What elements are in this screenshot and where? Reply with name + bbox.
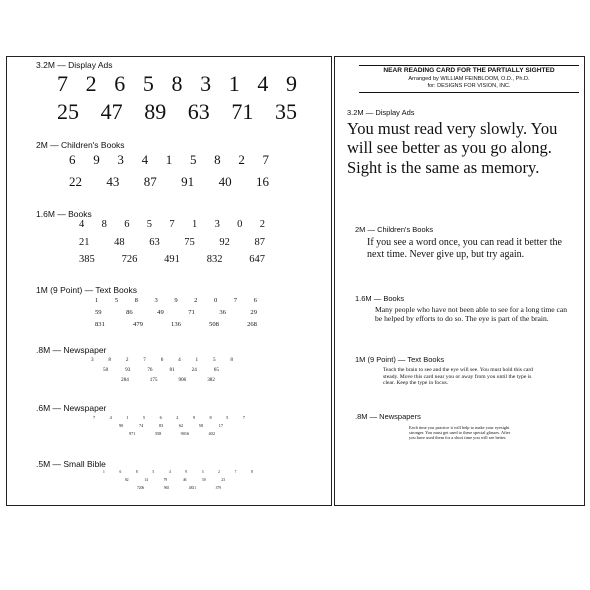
number: 9 [93, 152, 100, 167]
number: 47 [100, 99, 123, 124]
number: 81 [169, 367, 175, 373]
number: 385 [79, 254, 95, 265]
reading-passage: Many people who have not been able to see for a long time can be helped by efforts to do so. The eye is part of the brain. [375, 305, 568, 323]
number: 479 [133, 321, 143, 328]
number: 726 [121, 254, 138, 265]
section-label: 1M (9 Point) — Text Books [355, 355, 445, 364]
number: 508 [209, 321, 219, 328]
number: 7206 [137, 486, 145, 490]
number: 6 [69, 152, 76, 167]
number: 5 [142, 71, 154, 96]
number: 59 [95, 309, 102, 316]
number: 8 [171, 71, 183, 96]
number: 402 [208, 431, 215, 436]
number: 5 [189, 152, 197, 167]
number: 2 [176, 415, 179, 420]
number: 4 [141, 152, 149, 167]
section-label: .5M — Small Bible [36, 459, 106, 469]
number: 71 [188, 309, 195, 316]
number: 9 [174, 297, 178, 304]
number: 50 [202, 478, 206, 482]
section-label: 1.6M — Books [355, 294, 405, 303]
number: 9 [185, 470, 188, 474]
number-row [57, 99, 297, 125]
number: 9 [192, 415, 195, 420]
number: 136 [171, 321, 181, 328]
number: 4 [79, 219, 85, 230]
number: 832 [206, 254, 223, 265]
number: 25 [57, 99, 79, 124]
number: 63 [187, 99, 210, 124]
number: 1 [228, 71, 240, 96]
number: 74 [138, 423, 144, 428]
number: 1 [191, 219, 198, 230]
number: 8 [209, 415, 212, 420]
number: 7 [234, 470, 237, 474]
number: 5 [142, 415, 146, 420]
number: 58 [198, 423, 204, 428]
section-label: 3.2M — Display Ads [347, 108, 415, 117]
number: 2 [194, 297, 198, 304]
number: 2 [259, 219, 265, 230]
number: 906 [178, 377, 187, 383]
number: 3 [214, 219, 220, 230]
number: 5 [146, 219, 153, 230]
reading-passage: Each time you practice it will help to make your eyesight stronger. You must get used to these special glasses. After you have used them for a short time you will see better. [409, 425, 511, 441]
number: 7 [233, 297, 238, 304]
number: 87 [254, 237, 265, 248]
number: 4 [257, 71, 269, 96]
number: 7 [143, 357, 146, 363]
number: 3 [91, 357, 94, 363]
number: 5 [226, 415, 229, 420]
number: 22 [69, 174, 82, 189]
number: 3 [201, 470, 204, 474]
number: 46 [182, 478, 187, 482]
number: 6 [159, 415, 162, 420]
number-row [103, 367, 219, 373]
section-label: 1M (9 Point) — Text Books [36, 285, 137, 295]
number: 14 [144, 478, 148, 482]
section-label: .8M — Newspaper [36, 345, 107, 355]
number: 6 [114, 71, 126, 96]
number: 9016 [180, 431, 190, 436]
reading-passage: You must read very slowly. You will see better as you go along. Sight is the same as memory. [347, 119, 558, 177]
number: 23 [221, 478, 225, 482]
card-publisher: for: DESIGNS FOR VISION, INC. [427, 83, 511, 89]
number: 4 [178, 357, 181, 363]
number: 284 [121, 377, 129, 383]
number: 1 [165, 152, 173, 167]
number: 50 [103, 367, 109, 373]
number: 8 [135, 470, 138, 474]
number: 5 [212, 357, 216, 363]
number: 2 [238, 152, 245, 167]
number: 9 [286, 71, 297, 96]
number: 358 [154, 431, 162, 436]
number: 49 [157, 309, 164, 316]
section-label: 2M — Children's Books [355, 225, 434, 234]
number: 71 [231, 99, 254, 124]
number-row [95, 297, 257, 304]
number: 93 [125, 367, 131, 373]
number: 6 [119, 470, 122, 474]
number: 40 [218, 174, 232, 189]
section-label: 2M — Children's Books [36, 140, 125, 150]
number-row [103, 470, 253, 474]
number: 62 [178, 423, 184, 428]
section-label: 1.6M — Books [36, 209, 92, 219]
number: 971 [129, 431, 136, 436]
number-row [79, 219, 265, 230]
number: 8 [214, 152, 221, 167]
card-author: Arranged by WILLIAM FEINBLOOM, O.D., Ph.D. [408, 76, 530, 82]
number: 6 [160, 357, 164, 363]
number: 382 [207, 377, 215, 383]
number: 8 [230, 357, 233, 363]
number: 21 [79, 237, 90, 248]
number: 86 [126, 309, 133, 316]
number: 75 [184, 237, 195, 248]
number-row [95, 309, 257, 316]
number: 7 [57, 71, 68, 96]
number: 5 [114, 297, 119, 304]
number: 4 [109, 415, 112, 420]
section-label: 3.2M — Display Ads [36, 60, 113, 70]
number-row [69, 174, 269, 190]
number: 63 [149, 237, 160, 248]
number: 3 [117, 152, 124, 167]
number: 17 [218, 423, 223, 428]
reading-passage: If you see a word once, you can read it better the next time. Never give up, but try again. [367, 237, 562, 260]
number: 83 [158, 423, 164, 428]
number: 8 [101, 219, 107, 230]
number: 29 [250, 309, 257, 316]
number-row [119, 423, 223, 428]
number: 35 [274, 99, 297, 124]
number: 175 [149, 377, 158, 383]
number: 0 [213, 297, 218, 304]
number: 92 [219, 237, 230, 248]
number-row [125, 478, 225, 482]
number: 647 [249, 254, 265, 265]
number: 3 [154, 297, 158, 304]
number-row [129, 431, 215, 436]
number: 90 [119, 423, 124, 428]
number: 48 [114, 237, 125, 248]
number: 5 [152, 470, 155, 474]
number: 87 [143, 174, 157, 189]
number-row [69, 152, 269, 168]
number-row [121, 377, 215, 383]
number: 1 [103, 470, 105, 474]
number: 91 [181, 174, 195, 189]
card-header [359, 65, 579, 93]
number-row [93, 415, 245, 420]
number-row [79, 237, 265, 248]
section-label: .8M — Newspapers [355, 412, 421, 421]
number: 6 [253, 297, 257, 304]
number-row [57, 71, 297, 97]
number: 82 [125, 478, 129, 482]
number: 4831 [188, 486, 196, 490]
number: 8 [134, 297, 138, 304]
number: 6 [124, 219, 130, 230]
number: 43 [106, 174, 120, 189]
number: 89 [144, 99, 167, 124]
number: 24 [191, 367, 197, 373]
card-title: NEAR READING CARD FOR THE PARTIALLY SIGHTED [383, 67, 555, 74]
number: 76 [147, 367, 153, 373]
number-row [137, 486, 221, 490]
number-row [95, 321, 257, 328]
number: 79 [163, 478, 168, 482]
number: 1 [195, 357, 199, 363]
number: 4 [168, 470, 171, 474]
number: 2 [85, 71, 97, 96]
number: 7 [93, 415, 96, 420]
number: 3 [200, 71, 212, 96]
number: 2 [218, 470, 220, 474]
number: 268 [247, 321, 257, 328]
number-row [91, 357, 233, 363]
number: 16 [255, 174, 269, 189]
number: 65 [213, 367, 219, 373]
number: 7 [169, 219, 175, 230]
number: 8 [108, 357, 112, 363]
number: 491 [164, 254, 180, 265]
number: 2 [125, 357, 129, 363]
number: 7 [262, 152, 269, 167]
number-reading-card [6, 56, 332, 506]
number: 831 [95, 321, 105, 328]
number: 379 [215, 486, 221, 490]
number: 7 [242, 415, 245, 420]
number: 1 [126, 415, 129, 420]
text-reading-card [334, 56, 585, 506]
number-row [79, 254, 265, 265]
number: 0 [237, 219, 243, 230]
number: 1 [95, 297, 99, 304]
reading-passage: Teach the brain to see and the eye will see. You must hold this card steady. Move this card near you or away from you until the type is clear. Keep the type in focus. [383, 367, 533, 387]
number: 36 [219, 309, 226, 316]
section-label: .6M — Newspaper [36, 403, 107, 413]
number: 965 [163, 486, 170, 490]
number: 8 [251, 470, 253, 474]
